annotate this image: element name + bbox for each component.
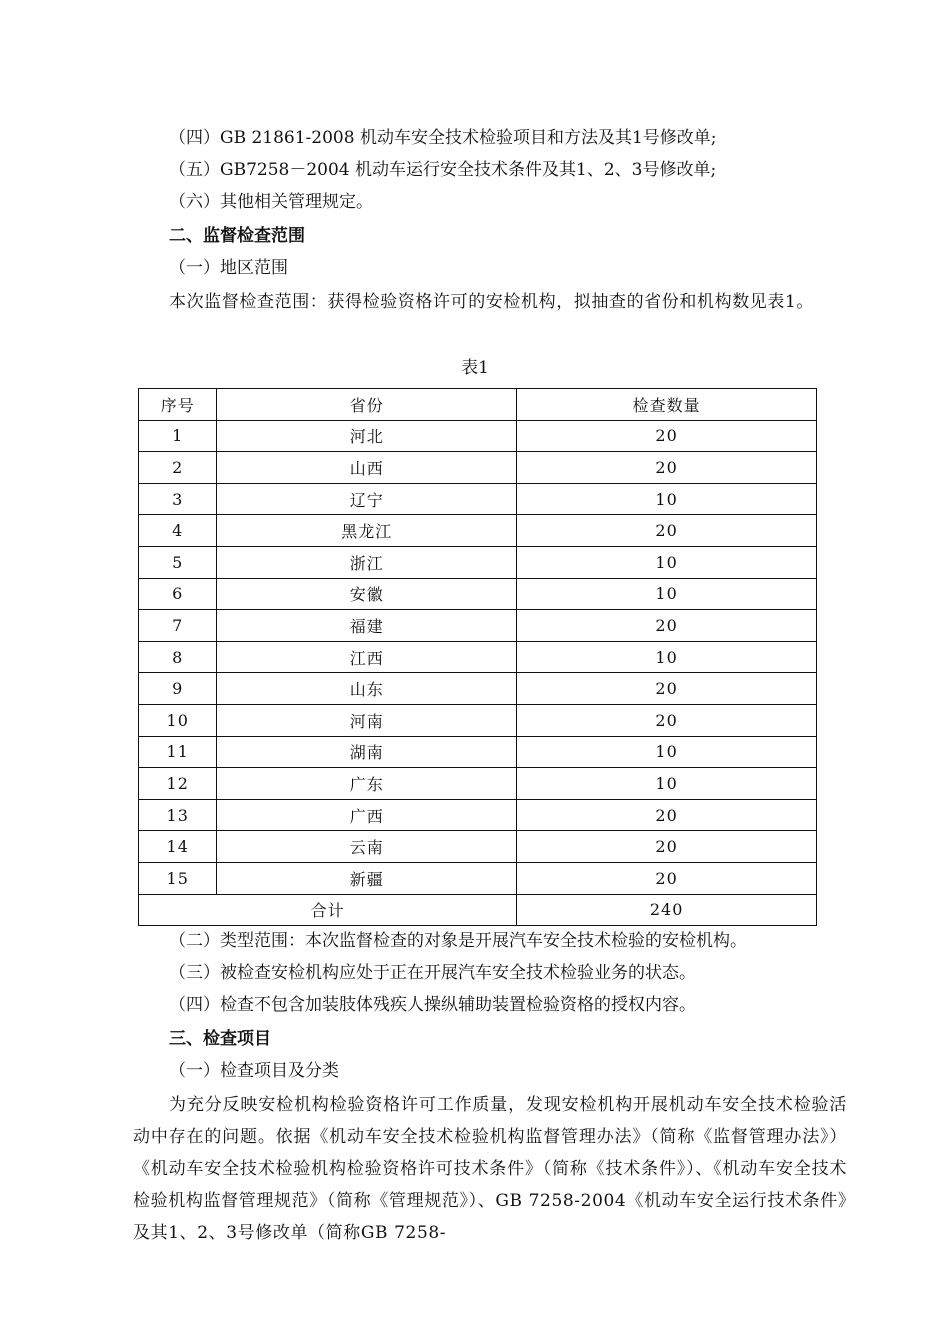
intro-item-4: （四）GB 21861-2008 机动车安全技术检验项目和方法及其1号修改单;: [169, 128, 717, 148]
table-row: [139, 736, 817, 768]
cell-count: 20: [517, 610, 817, 642]
table-row: [139, 483, 817, 515]
cell-no: 14: [139, 831, 217, 863]
cell-no: 1: [139, 420, 217, 452]
cell-no: 2: [139, 452, 217, 484]
scope-paragraph: 本次监督检查范围：获得检验资格许可的安检机构，拟抽查的省份和机构数见表1。: [169, 292, 815, 312]
table-row: [139, 862, 817, 894]
cell-count: 10: [517, 578, 817, 610]
section-2-heading: 二、监督检查范围: [169, 226, 305, 246]
cell-count: 10: [517, 483, 817, 515]
cell-province: 山东: [217, 673, 517, 705]
table-caption: 表1: [461, 358, 489, 378]
cell-province: 河北: [217, 420, 517, 452]
cell-count: 10: [517, 546, 817, 578]
table-row: [139, 704, 817, 736]
cell-province: 广西: [217, 799, 517, 831]
cell-count: 20: [517, 704, 817, 736]
cell-province: 江西: [217, 641, 517, 673]
cell-count: 20: [517, 452, 817, 484]
table-row: [139, 546, 817, 578]
table-body: [139, 420, 817, 894]
cell-no: 13: [139, 799, 217, 831]
section-2-subheading: （一）地区范围: [169, 258, 288, 278]
cell-no: 7: [139, 610, 217, 642]
table-row: [139, 515, 817, 547]
cell-province: 安徽: [217, 578, 517, 610]
cell-count: 10: [517, 641, 817, 673]
table-row: [139, 420, 817, 452]
cell-count: 20: [517, 831, 817, 863]
table-total-row: [139, 894, 817, 926]
cell-no: 4: [139, 515, 217, 547]
table-row: [139, 768, 817, 800]
table-row: [139, 831, 817, 863]
total-value: 240: [517, 894, 817, 926]
intro-item-5: （五）GB7258－2004 机动车运行安全技术条件及其1、2、3号修改单;: [169, 160, 717, 180]
table-row: [139, 673, 817, 705]
cell-province: 广东: [217, 768, 517, 800]
table-row: [139, 641, 817, 673]
cell-province: 云南: [217, 831, 517, 863]
cell-province: 辽宁: [217, 483, 517, 515]
cell-no: 15: [139, 862, 217, 894]
cell-province: 福建: [217, 610, 517, 642]
exclusion-note: （四）检查不包含加装肢体残疾人操纵辅助装置检验资格的授权内容。: [169, 995, 696, 1015]
header-count: 检查数量: [517, 389, 817, 421]
cell-no: 9: [139, 673, 217, 705]
table-header-row: [139, 389, 817, 421]
cell-no: 6: [139, 578, 217, 610]
cell-count: 20: [517, 673, 817, 705]
table-row: [139, 578, 817, 610]
cell-province: 浙江: [217, 546, 517, 578]
cell-count: 20: [517, 420, 817, 452]
inspection-table: [138, 388, 817, 926]
cell-count: 20: [517, 799, 817, 831]
table-row: [139, 452, 817, 484]
type-scope: （二）类型范围：本次监督检查的对象是开展汽车安全技术检验的安检机构。: [169, 931, 747, 951]
section-3-subheading: （一）检查项目及分类: [169, 1061, 339, 1081]
cell-province: 山西: [217, 452, 517, 484]
table-row: [139, 610, 817, 642]
cell-count: 20: [517, 515, 817, 547]
table-row: [139, 799, 817, 831]
cell-province: 湖南: [217, 736, 517, 768]
cell-count: 10: [517, 768, 817, 800]
header-no: 序号: [139, 389, 217, 421]
header-province: 省份: [217, 389, 517, 421]
cell-province: 黑龙江: [217, 515, 517, 547]
status-requirement: （三）被检查安检机构应处于正在开展汽车安全技术检验业务的状态。: [169, 963, 696, 983]
section-3-body: 为充分反映安检机构检验资格许可工作质量，发现安检机构开展机动车安全技术检验活动中存在的问题。依据《机动车安全技术检验机构监督管理办法》（简称《监督管理办法》）《机动车安全技术检验机构检验资格许可技术条件》（简称《技术条件》）、《机动车安全技术检验机构监督管理规范》（简称《管理规范》）、GB 7258-2004《机动车安全运行技术条件》及其1、2、3号修改单（简称GB 7258-: [133, 1095, 847, 1243]
cell-count: 10: [517, 736, 817, 768]
cell-no: 8: [139, 641, 217, 673]
cell-no: 3: [139, 483, 217, 515]
cell-count: 20: [517, 862, 817, 894]
cell-no: 10: [139, 704, 217, 736]
cell-no: 11: [139, 736, 217, 768]
cell-province: 新疆: [217, 862, 517, 894]
cell-province: 河南: [217, 704, 517, 736]
total-label: 合计: [139, 894, 517, 926]
cell-no: 5: [139, 546, 217, 578]
cell-no: 12: [139, 768, 217, 800]
section-3-heading: 三、检查项目: [169, 1029, 271, 1049]
intro-item-6: （六）其他相关管理规定。: [169, 192, 373, 212]
